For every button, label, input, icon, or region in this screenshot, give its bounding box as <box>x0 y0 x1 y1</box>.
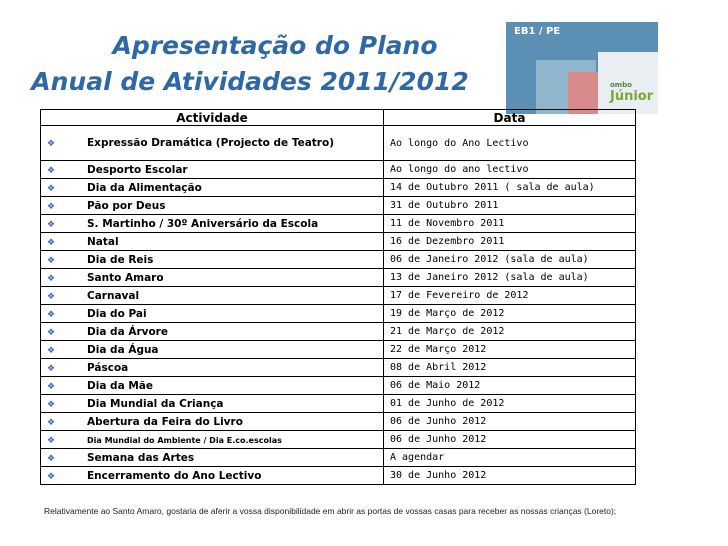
bullet-icon: ❖ <box>47 237 56 248</box>
table-row <box>41 197 636 215</box>
logo-label: EB1 / PE <box>514 26 561 37</box>
table-row <box>41 413 636 431</box>
table-row <box>41 269 636 287</box>
activity-name: Dia da Árvore <box>87 325 168 338</box>
table-row <box>41 377 636 395</box>
activity-date: 16 de Dezembro 2011 <box>384 233 636 251</box>
school-logo <box>506 22 658 114</box>
table-row <box>41 323 636 341</box>
bullet-icon: ❖ <box>47 435 56 446</box>
activity-name: Dia de Reis <box>87 253 154 266</box>
table-header-row <box>41 110 636 126</box>
activity-name: Abertura da Feira do Livro <box>87 415 243 428</box>
activity-date: 11 de Novembro 2011 <box>384 215 636 233</box>
activity-date: 06 de Maio 2012 <box>384 377 636 395</box>
activity-name: Páscoa <box>87 361 129 374</box>
activity-name: Dia da Alimentação <box>87 181 202 194</box>
activity-date: 06 de Junho 2012 <box>384 413 636 431</box>
activity-date: 08 de Abril 2012 <box>384 359 636 377</box>
activity-date: 19 de Março de 2012 <box>384 305 636 323</box>
activity-name: Desporto Escolar <box>87 163 188 176</box>
activity-name: Encerramento do Ano Lectivo <box>87 469 262 482</box>
logo-brand-small: ombo <box>610 81 632 89</box>
activity-name: Pão por Deus <box>87 199 166 212</box>
bullet-icon: ❖ <box>47 363 56 374</box>
title-line-2: Anual de Atividades 2011/2012 <box>31 67 469 96</box>
bullet-icon: ❖ <box>47 273 56 284</box>
activity-date: 14 de Outubro 2011 ( sala de aula) <box>384 179 636 197</box>
bullet-icon: ❖ <box>47 417 56 428</box>
header-date: Data <box>384 110 636 126</box>
table-row <box>41 449 636 467</box>
header-activity: Actividade <box>41 110 384 126</box>
activity-name: Carnaval <box>87 289 140 302</box>
bullet-icon: ❖ <box>47 471 56 482</box>
activity-date: Ao longo do ano lectivo <box>384 161 636 179</box>
footnote: Relativamente ao Santo Amaro, gostaria de aferir a vossa disponibilidade em abrir as portas de vossas casas para receber as nossas crianças (Loreto); <box>44 506 617 516</box>
table-row <box>41 305 636 323</box>
activity-name: Dia Mundial do Ambiente / Dia E.co.escolas <box>87 435 282 445</box>
table-row <box>41 287 636 305</box>
bullet-icon: ❖ <box>47 219 56 230</box>
title-line-1: Apresentação do Plano <box>112 31 438 60</box>
bullet-icon: ❖ <box>47 399 56 410</box>
activity-name: Dia do Pai <box>87 307 147 320</box>
activity-name: S. Martinho / 30º Aniversário da Escola <box>87 217 319 230</box>
page-title <box>0 28 500 100</box>
activity-date: A agendar <box>384 449 636 467</box>
bullet-icon: ❖ <box>47 309 56 320</box>
bullet-icon: ❖ <box>47 201 56 212</box>
activity-date: 30 de Junho 2012 <box>384 467 636 485</box>
table-row <box>41 431 636 449</box>
bullet-icon: ❖ <box>47 453 56 464</box>
bullet-icon: ❖ <box>47 327 56 338</box>
bullet-icon: ❖ <box>47 345 56 356</box>
bullet-icon: ❖ <box>47 255 56 266</box>
table-row <box>41 215 636 233</box>
bullet-icon: ❖ <box>47 138 56 149</box>
table-row <box>41 467 636 485</box>
activity-name: Natal <box>87 235 119 248</box>
activity-date: 21 de Março de 2012 <box>384 323 636 341</box>
activities-table <box>40 109 636 485</box>
table-row <box>41 251 636 269</box>
activity-date: 22 de Março 2012 <box>384 341 636 359</box>
table-row <box>41 395 636 413</box>
activity-date: 01 de Junho de 2012 <box>384 395 636 413</box>
table-row <box>41 179 636 197</box>
activity-name: Dia da Água <box>87 343 159 356</box>
table-row <box>41 161 636 179</box>
bullet-icon: ❖ <box>47 165 56 176</box>
activity-date: 17 de Fevereiro de 2012 <box>384 287 636 305</box>
logo-brand-text: Júnior <box>610 89 654 104</box>
logo-brand <box>610 82 653 104</box>
activity-name: Dia da Mãe <box>87 379 153 392</box>
table-row <box>41 233 636 251</box>
activity-date: Ao longo do Ano Lectivo <box>384 126 636 161</box>
activity-date: 13 de Janeiro 2012 (sala de aula) <box>384 269 636 287</box>
bullet-icon: ❖ <box>47 291 56 302</box>
activity-name: Dia Mundial da Criança <box>87 397 224 410</box>
table-row <box>41 341 636 359</box>
activity-date: 06 de Janeiro 2012 (sala de aula) <box>384 251 636 269</box>
activity-name: Santo Amaro <box>87 271 164 284</box>
table-row <box>41 126 636 161</box>
activity-name: Expressão Dramática (Projecto de Teatro) <box>87 136 335 149</box>
activity-name: Semana das Artes <box>87 451 195 464</box>
activity-date: 31 de Outubro 2011 <box>384 197 636 215</box>
bullet-icon: ❖ <box>47 381 56 392</box>
bullet-icon: ❖ <box>47 183 56 194</box>
table-row <box>41 359 636 377</box>
activity-date: 06 de Junho 2012 <box>384 431 636 449</box>
